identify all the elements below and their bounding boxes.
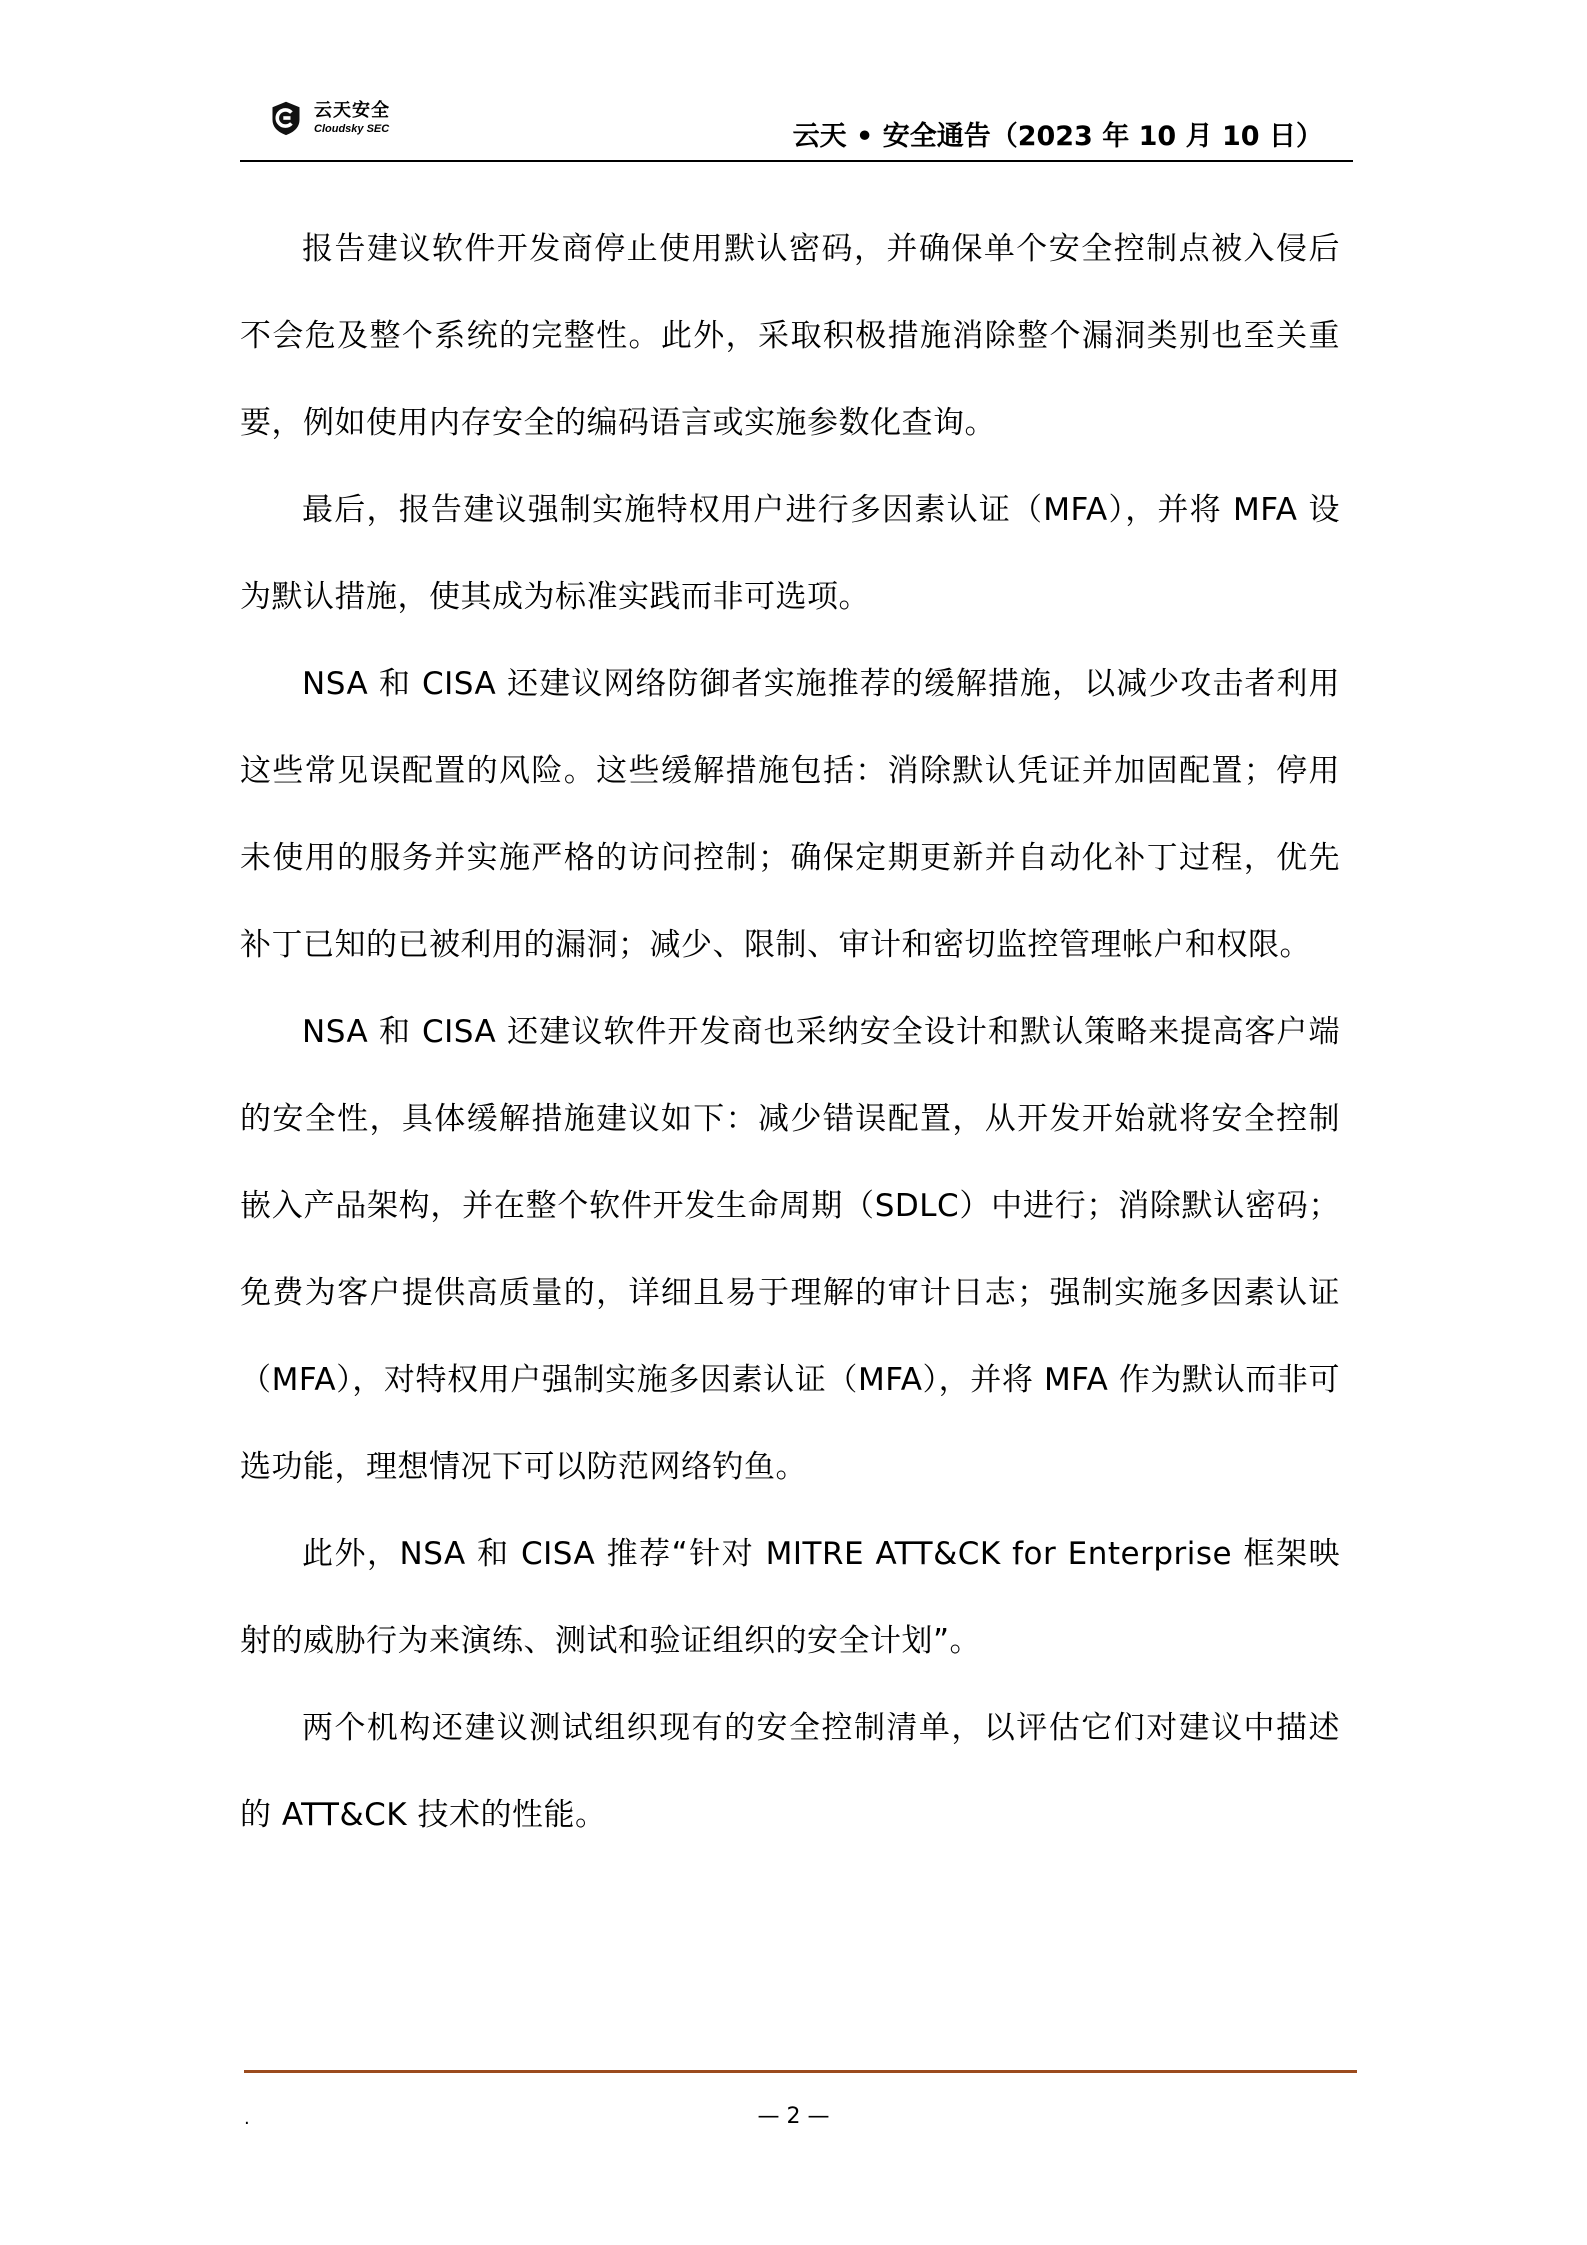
- paragraph-4: NSA 和 CISA 还建议软件开发商也采纳安全设计和默认策略来提高客户端的安全性，具体缓解措施建议如下：减少错误配置，从开发开始就将安全控制嵌入产品架构，并在整个软件开发生命周期（SDLC）中进行；消除默认密码；免费为客户提供高质量的，详细且易于理解的审计日志；强制实施多因素认证（MFA），对特权用户强制实施多因素认证（MFA），并将 MFA 作为默认而非可选功能，理想情况下可以防范网络钓鱼。: [240, 1014, 1340, 1485]
- paragraph-1: 报告建议软件开发商停止使用默认密码，并确保单个安全控制点被入侵后不会危及整个系统的完整性。此外，采取积极措施消除整个漏洞类别也至关重要，例如使用内存安全的编码语言或实施参数化查询。: [240, 231, 1340, 441]
- cloudsky-logo: [268, 100, 390, 136]
- page-number: — 2 —: [757, 2104, 830, 2129]
- document-body: [240, 206, 1340, 1859]
- paragraph-2: 最后，报告建议强制实施特权用户进行多因素认证（MFA），并将 MFA 设为默认措施，使其成为标准实践而非可选项。: [240, 492, 1340, 615]
- page-header: [240, 96, 1353, 160]
- footer-divider: [244, 2070, 1357, 2073]
- bulletin-title: 云天 • 安全通告（2023 年 10 月 10 日）: [792, 121, 1323, 152]
- logo-chinese-text: 云天安全: [314, 99, 390, 121]
- logo-english-text: Cloudsky SEC: [314, 122, 390, 135]
- header-divider: [240, 160, 1353, 162]
- footer-dot: .: [244, 2108, 250, 2129]
- paragraph-6: 两个机构还建议测试组织现有的安全控制清单，以评估它们对建议中描述的 ATT&CK 技术的性能。: [240, 1710, 1340, 1833]
- paragraph-5: 此外，NSA 和 CISA 推荐“针对 MITRE ATT&CK for Enterprise 框架映射的威胁行为来演练、测试和验证组织的安全计划”。: [240, 1536, 1340, 1659]
- cloudsky-logo-icon: [268, 100, 304, 136]
- paragraph-3: NSA 和 CISA 还建议网络防御者实施推荐的缓解措施，以减少攻击者利用这些常见误配置的风险。这些缓解措施包括：消除默认凭证并加固配置；停用未使用的服务并实施严格的访问控制；确保定期更新并自动化补丁过程，优先补丁已知的已被利用的漏洞；减少、限制、审计和密切监控管理帐户和权限。: [240, 666, 1340, 963]
